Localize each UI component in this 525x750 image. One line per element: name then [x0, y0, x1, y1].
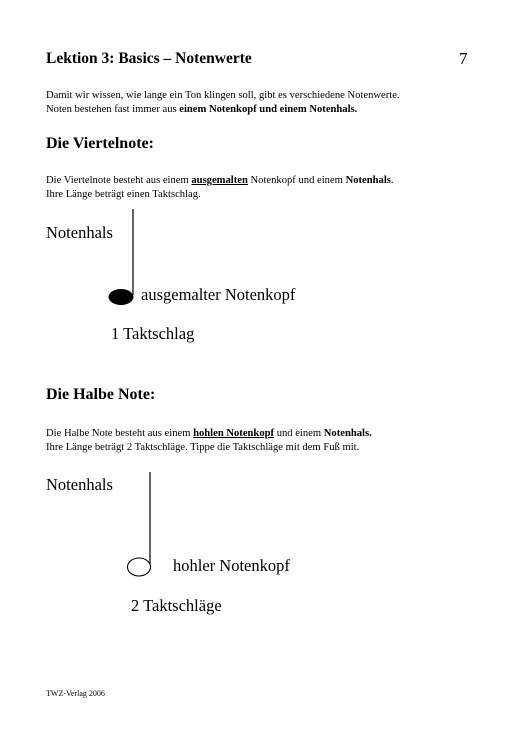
quarter-head-label: ausgemalter Notenkopf [141, 285, 296, 304]
half-text-line-2: Ihre Länge beträgt 2 Taktschläge. Tippe die Taktschläge mit dem Fuß mit. [46, 442, 360, 453]
footer-publisher: TWZ-Verlag 2006 [46, 689, 105, 698]
quarter-note-head [109, 289, 134, 305]
quarter-text-line-1: Die Viertelnote besteht aus einem ausgemalten Notenkopf und einem Notenhals. [46, 175, 394, 186]
quarter-heading: Die Viertelnote: [46, 135, 154, 152]
quarter-stem-label: Notenhals [46, 223, 113, 242]
half-text-line-1: Die Halbe Note besteht aus einem hohlen Notenkopf und einem Notenhals. [46, 428, 372, 439]
intro-line-1: Damit wir wissen, wie lange ein Ton klingen soll, gibt es verschiedene Notenwerte. [46, 90, 400, 101]
quarter-beats-label: 1 Taktschlag [111, 324, 195, 343]
half-stem-label: Notenhals [46, 475, 113, 494]
half-note-icon [128, 472, 151, 576]
page-number: 7 [459, 49, 468, 68]
intro-line-2: Noten bestehen fast immer aus einem Notenkopf und einem Notenhals. [46, 104, 358, 115]
quarter-text-line-2: Ihre Länge beträgt einen Taktschlag. [46, 189, 201, 200]
page-title: Lektion 3: Basics – Notenwerte [46, 50, 252, 67]
half-head-label: hohler Notenkopf [173, 556, 290, 575]
half-beats-label: 2 Taktschläge [131, 596, 222, 615]
half-note-head [128, 558, 151, 576]
half-heading: Die Halbe Note: [46, 386, 156, 403]
quarter-note-icon [109, 209, 134, 305]
